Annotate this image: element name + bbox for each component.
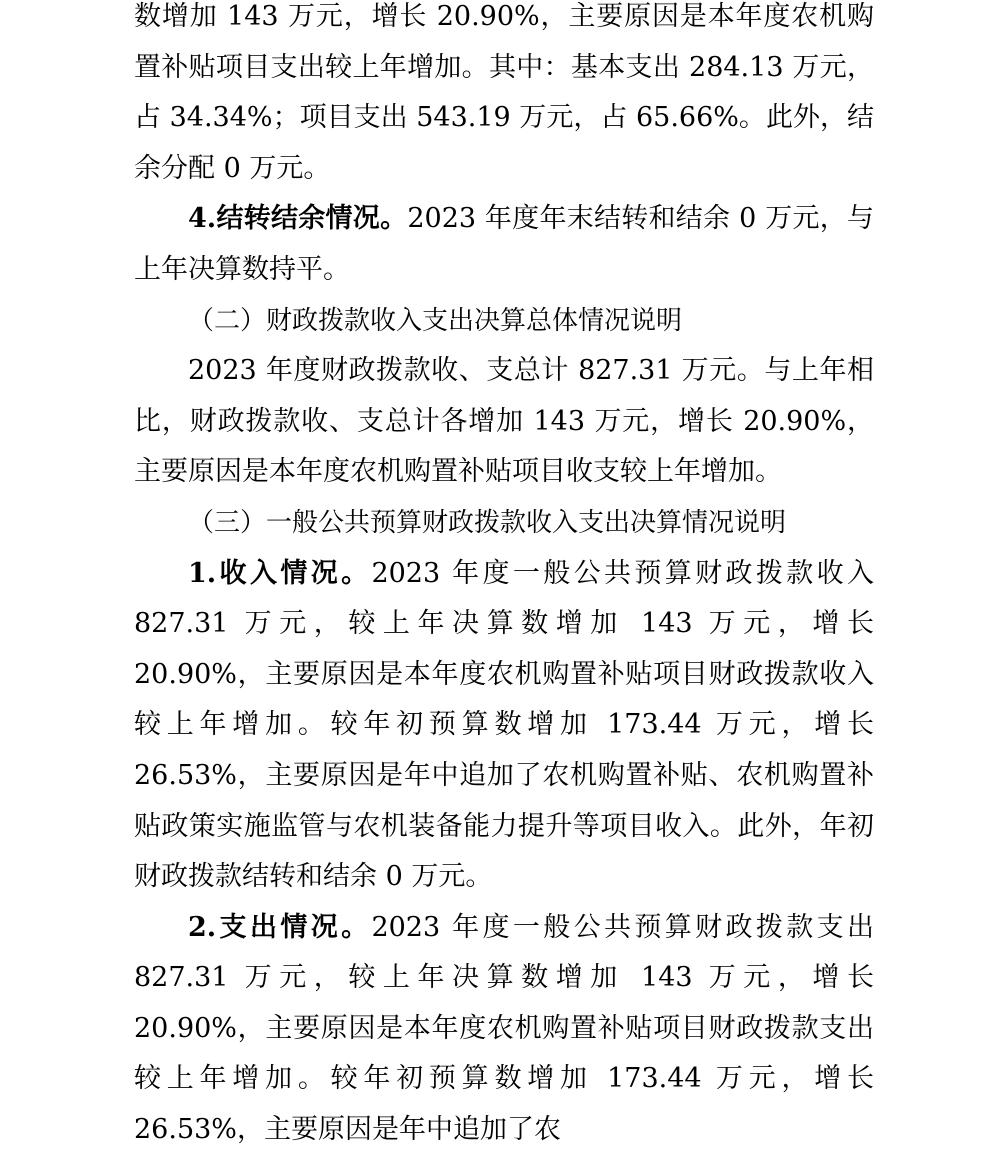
paragraph-text: 2023 年度一般公共预算财政拨款支出 827.31 万元，较上年决算数增加 143 万元，增长 20.90%，主要原因是本年度农机购置补贴项目财政拨款支出较上年增加。较年初预算数增加 173.44 万元，增长 26.53%，主要原因是年中追加了农 [134, 911, 875, 1146]
paragraph-lead-heading: 2.支出情况。 [188, 911, 372, 943]
paragraph-carryover [134, 194, 874, 295]
paragraph-text: 2023 年度财政拨款收、支总计 827.31 万元。与上年相比，财政拨款收、支总计各增加 143 万元，增长 20.90%，主要原因是本年度农机购置补贴项目收支较上年增加。 [134, 355, 874, 488]
section-heading-general-budget [134, 498, 874, 549]
paragraph-expenditure-continued [134, 0, 874, 194]
section-heading-fiscal-overview [134, 296, 874, 347]
paragraph-text: 2023 年度年末结转和结余 0 万元，与上年决算数持平。 [134, 203, 875, 285]
paragraph-fiscal-overview [134, 346, 874, 498]
paragraph-income [134, 549, 874, 903]
paragraph-expenditure [134, 903, 874, 1156]
section-heading-text: （二）财政拨款收入支出决算总体情况说明 [188, 305, 683, 336]
section-heading-text: （三）一般公共预算财政拨款收入支出决算情况说明 [188, 507, 787, 538]
paragraph-lead-heading: 4.结转结余情况。 [188, 203, 408, 235]
paragraph-lead-heading: 1.收入情况。 [188, 557, 372, 589]
document-body [134, 0, 874, 1156]
paragraph-text: 数增加 143 万元，增长 20.90%，主要原因是本年度农机购置补贴项目支出较上年增加。其中：基本支出 284.13 万元，占 34.34%；项目支出 543.19 万元，占 65.66%。此外，结余分配 0 万元。 [134, 1, 874, 184]
paragraph-text: 2023 年度一般公共预算财政拨款收入 827.31 万元，较上年决算数增加 143 万元，增长 20.90%，主要原因是本年度农机购置补贴项目财政拨款收入较上年增加。较年初预算数增加 173.44 万元，增长 26.53%，主要原因是年中追加了农机购置补贴、农机购置补贴政策实施监管与农机装备能力提升等项目收入。此外，年初财政拨款结转和结余 0 万元。 [134, 557, 875, 893]
